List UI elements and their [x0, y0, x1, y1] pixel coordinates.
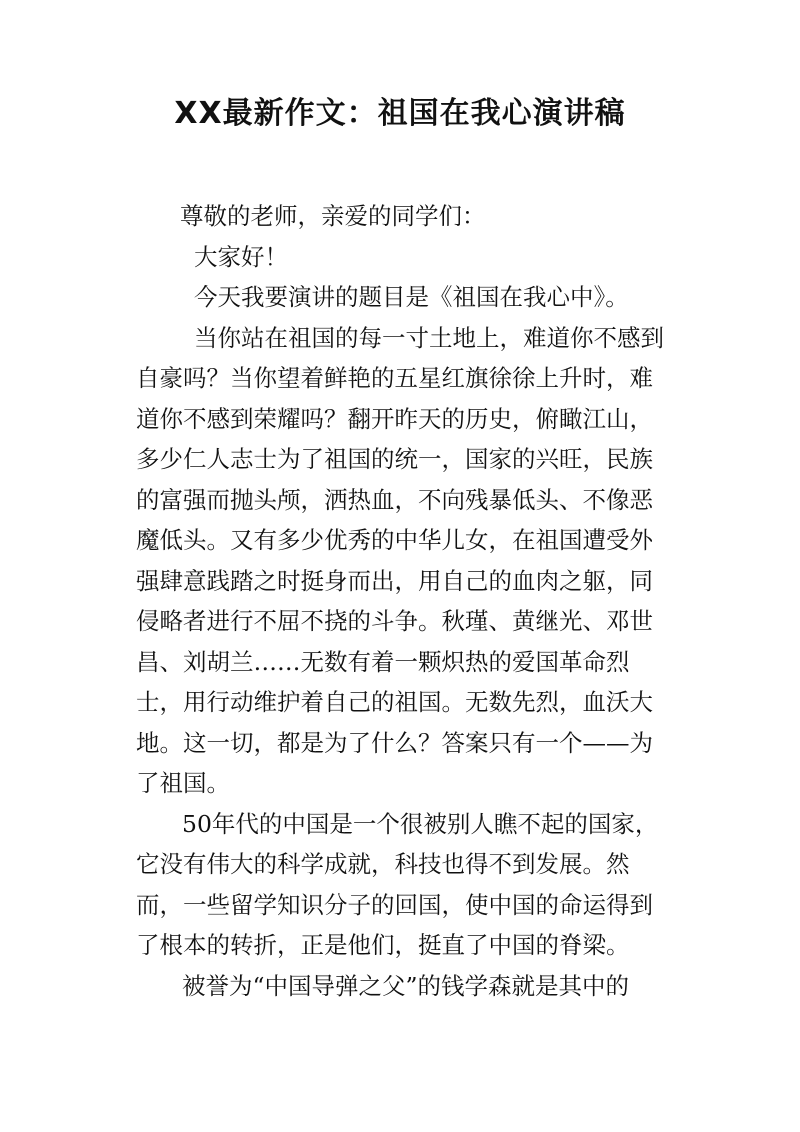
- paragraph-history: 当你站在祖国的每一寸土地上，难道你不感到自豪吗？当你望着鲜艳的五星红旗徐徐上升时，难道你不感到荣耀吗？翻开昨天的历史，俯瞰江山，多少仁人志士为了祖国的统一，国家的兴旺，民族的富强而抛头颅，洒热血，不向残暴低头、不像恶魔低头。又有多少优秀的中华儿女，在祖国遭受外强肆意践踏之时挺身而出，用自己的血肉之躯，同侵略者进行不屈不挠的斗争。秋瑾、黄继光、邓世昌、刘胡兰……无数有着一颗炽热的爱国革命烈士，用行动维护着自己的祖国。无数先烈，血沃大地。这一切，都是为了什么？答案只有一个——为了祖国。: [136, 323, 664, 797]
- document-title: XX最新作文：祖国在我心演讲稿: [174, 96, 626, 131]
- paragraph-qian-xuesen: 被誉为“中国导弹之父”的钱学森就是其中的: [182, 971, 630, 1000]
- paragraph-topic: 今天我要演讲的题目是《祖国在我心中》。: [194, 283, 629, 311]
- paragraph-greeting: 大家好！: [194, 242, 288, 271]
- paragraph-fifties: 50年代的中国是一个很被别人瞧不起的国家，它没有伟大的科学成就，科技也得不到发展。然而，一些留学知识分子的回国，使中国的命运得到了根本的转折，正是他们，挺直了中国的脊梁。: [136, 809, 659, 959]
- paragraph-salutation: 尊敬的老师，亲爱的同学们：: [180, 202, 486, 230]
- document-body: [136, 196, 676, 1006]
